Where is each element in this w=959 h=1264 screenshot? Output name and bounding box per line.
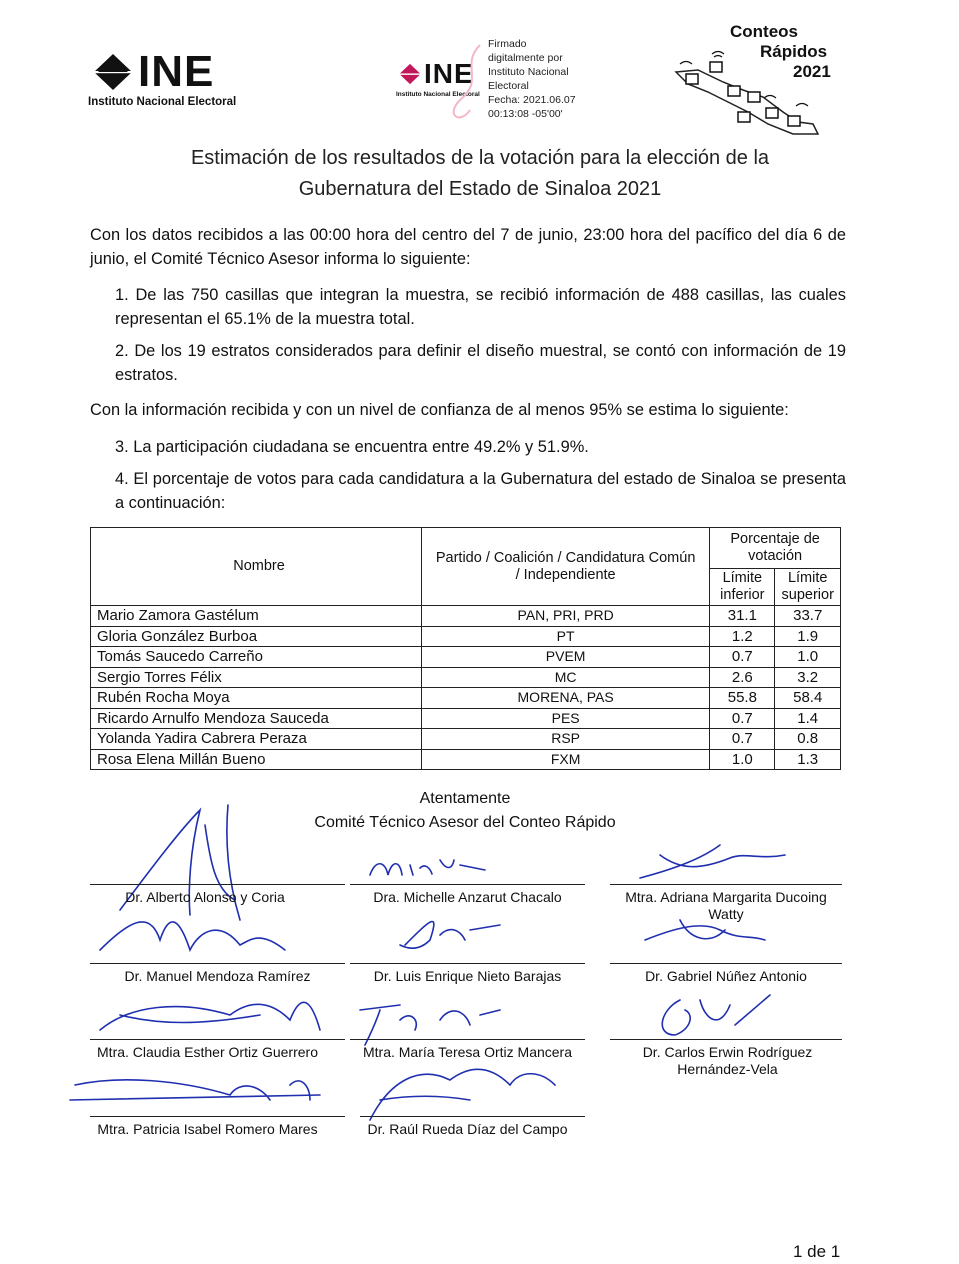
signature-ducoing (640, 845, 785, 878)
signatory-romero: Mtra. Patricia Isabel Romero Mares (97, 1121, 318, 1137)
results-table (90, 527, 841, 770)
signature-mendoza (100, 922, 285, 950)
digital-signature-mark-icon (440, 40, 490, 130)
signature-romero (70, 1080, 320, 1100)
signature-rueda (370, 1069, 555, 1120)
signatory-ortiz-mancera: Mtra. María Teresa Ortiz Mancera (362, 1044, 573, 1060)
upper-limit: 3.2 (775, 667, 841, 688)
ine-logo-mark-icon (88, 54, 138, 90)
page-number: 1 de 1 (793, 1242, 841, 1261)
upper-limit: 58.4 (775, 688, 841, 709)
signature-line (90, 1116, 345, 1117)
ine-logo-subtitle: Instituto Nacional Electoral (88, 96, 237, 108)
upper-limit: 1.4 (775, 708, 841, 729)
upper-limit: 1.3 (775, 749, 841, 770)
confidence-paragraph: Con la información recibida y con un nivel de confianza de al menos 95% se estima lo siguiente: (90, 401, 789, 419)
ine-stamp-subtitle: Instituto Nacional Electoral (396, 91, 480, 98)
candidate-name: Sergio Torres Félix (91, 667, 422, 688)
signature-line (90, 884, 345, 885)
party-name: PVEM (422, 647, 710, 668)
ine-logo-mark-icon (396, 62, 424, 86)
header-percentage: Porcentaje de votación (710, 528, 841, 569)
lower-limit: 0.7 (710, 647, 775, 668)
conteos-line2: Rápidos (760, 42, 828, 61)
candidate-name: Tomás Saucedo Carreño (91, 647, 422, 668)
signatory-ducoing: Mtra. Adriana Margarita Ducoing Watty (625, 889, 827, 922)
signatory-alonso: Dr. Alberto Alonso y Coria (125, 889, 285, 905)
table-row (91, 749, 841, 770)
signature-line (90, 1039, 345, 1040)
list-item-1: 1. De las 750 casillas que integran la muestra, se recibió información de 488 casillas, las cuales representan el 65.1% de la muestra total. (115, 286, 846, 328)
signatory-nieto: Dr. Luis Enrique Nieto Barajas (373, 968, 562, 984)
signatory-rueda: Dr. Raúl Rueda Díaz del Campo (367, 1121, 568, 1137)
party-name: FXM (422, 749, 710, 770)
lower-limit: 31.1 (710, 606, 775, 627)
signature-line (350, 884, 585, 885)
party-name: MC (422, 667, 710, 688)
lower-limit: 0.7 (710, 729, 775, 750)
signature-line (350, 1039, 585, 1040)
candidate-name: Ricardo Arnulfo Mendoza Sauceda (91, 708, 422, 729)
signature-nieto (400, 921, 500, 948)
table-row (91, 729, 841, 750)
party-name: MORENA, PAS (422, 688, 710, 709)
signature-line (610, 1039, 842, 1040)
signature-line (610, 963, 842, 964)
signature-nunez (645, 920, 765, 940)
conteos-rapidos-logo (668, 22, 848, 132)
signatory-anzarut: Dra. Michelle Anzarut Chacalo (373, 889, 562, 905)
table-row (91, 688, 841, 709)
candidate-name: Rubén Rocha Moya (91, 688, 422, 709)
conteos-line3: 2021 (793, 62, 831, 81)
upper-limit: 1.0 (775, 647, 841, 668)
candidate-name: Mario Zamora Gastélum (91, 606, 422, 627)
list-item-2: 2. De los 19 estratos considerados para definir el diseño muestral, se contó con información de 19 estratos. (115, 342, 846, 384)
signature-line (350, 963, 585, 964)
signature-line (90, 963, 345, 964)
table-row (91, 708, 841, 729)
header-name: Nombre (91, 528, 422, 606)
header-upper-limit: Límite superior (775, 569, 841, 606)
ine-logo (88, 47, 268, 108)
lower-limit: 2.6 (710, 667, 775, 688)
signature-line (610, 884, 842, 885)
document-title: Estimación de los resultados de la votación para la elección de la Gubernatura del Estado de Sinaloa 2021 (190, 147, 770, 200)
party-name: PT (422, 626, 710, 647)
signature-anzarut (370, 860, 485, 875)
upper-limit: 0.8 (775, 729, 841, 750)
atentamente-label: Atentamente (419, 790, 511, 807)
signatory-mendoza: Dr. Manuel Mendoza Ramírez (124, 968, 311, 984)
header-lower-limit: Límite inferior (710, 569, 775, 606)
upper-limit: 33.7 (775, 606, 841, 627)
signature-line (360, 1116, 585, 1117)
candidate-name: Rosa Elena Millán Bueno (91, 749, 422, 770)
ine-logo-text: INE (138, 47, 215, 96)
committee-label: Comité Técnico Asesor del Conteo Rápido (314, 814, 616, 831)
party-name: PES (422, 708, 710, 729)
header-party: Partido / Coalición / Candidatura Común / Independiente (422, 528, 710, 606)
list-item-4: 4. El porcentaje de votos para cada candidatura a la Gubernatura del estado de Sinaloa se presenta a continuación: (115, 470, 846, 512)
list-item-3: 3. La participación ciudadana se encuentra entre 49.2% y 51.9%. (115, 438, 589, 456)
lower-limit: 55.8 (710, 688, 775, 709)
upper-limit: 1.9 (775, 626, 841, 647)
candidate-name: Yolanda Yadira Cabrera Peraza (91, 729, 422, 750)
signatory-nunez: Dr. Gabriel Núñez Antonio (645, 968, 807, 984)
table-row (91, 626, 841, 647)
table-row (91, 647, 841, 668)
lower-limit: 1.2 (710, 626, 775, 647)
table-row (91, 606, 841, 627)
signature-ortiz-guerrero (100, 1002, 320, 1030)
conteos-line1: Conteos (730, 22, 798, 41)
signature-rodriguez (662, 995, 770, 1035)
party-name: RSP (422, 729, 710, 750)
candidate-name: Gloria González Burboa (91, 626, 422, 647)
lower-limit: 1.0 (710, 749, 775, 770)
table-row (91, 667, 841, 688)
signatory-rodriguez: Dr. Carlos Erwin Rodríguez Hernández-Vela (642, 1044, 813, 1077)
intro-paragraph: Con los datos recibidos a las 00:00 hora del centro del 7 de junio, 23:00 hora del pacífico del día 6 de junio, el Comité Técnico Asesor informa lo siguiente: (90, 226, 846, 268)
ine-stamp-text: INE (424, 58, 474, 89)
signatory-ortiz-guerrero: Mtra. Claudia Esther Ortiz Guerrero (97, 1044, 318, 1060)
lower-limit: 0.7 (710, 708, 775, 729)
party-name: PAN, PRI, PRD (422, 606, 710, 627)
digital-signature-text: Firmado digitalmente por Instituto Nacional Electoral Fecha: 2021.06.07 00:13:08 -05'00' (488, 38, 576, 120)
